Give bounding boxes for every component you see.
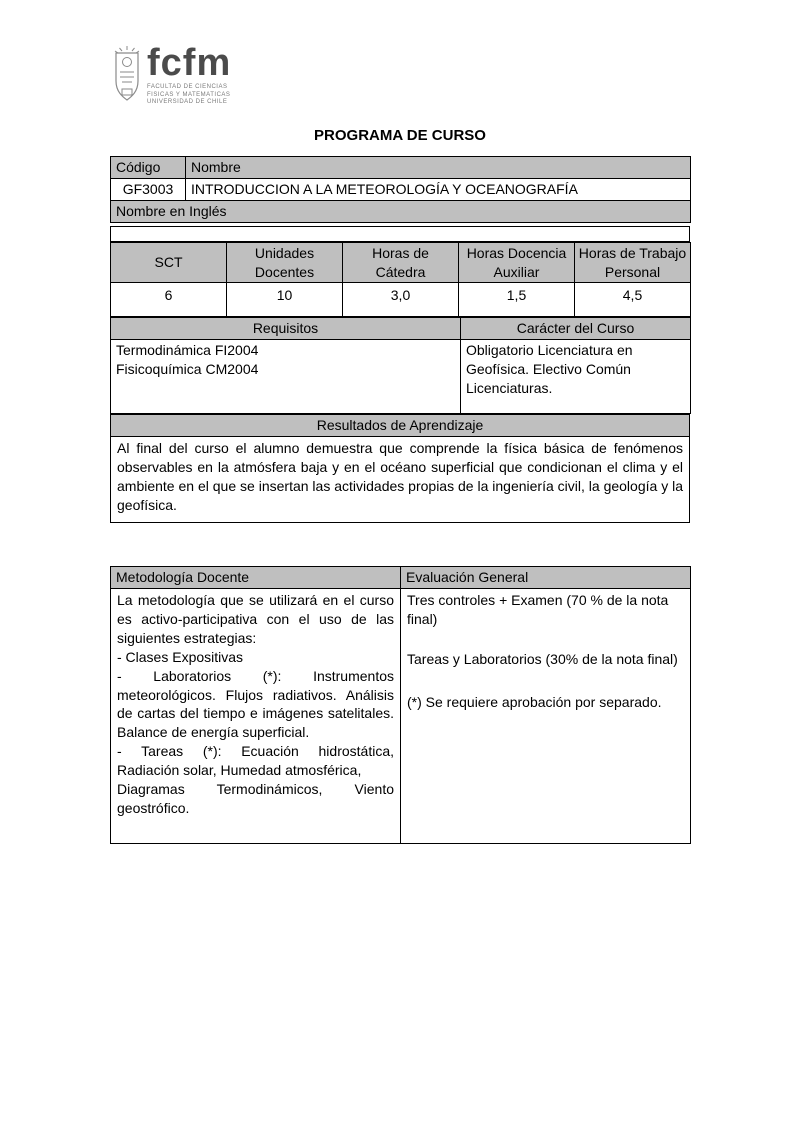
codigo-header: Código [111,157,186,179]
metodologia-line: Diagramas Termodinámicos, Viento geostrófico. [117,781,394,816]
course-info-table [110,156,691,223]
nombre-ingles-value-table [110,226,690,242]
table-row [111,340,691,414]
logo-caption-line: UNIVERSIDAD DE CHILE [147,99,228,106]
table-row [111,283,691,317]
evaluacion-text [401,589,691,844]
nombre-value: INTRODUCCION A LA METEOROLOGÍA Y OCEANOGRAFÍA [186,178,691,200]
page-title: PROGRAMA DE CURSO [314,127,486,144]
nombre-header: Nombre [186,157,691,179]
requisitos-table [110,317,691,414]
requisitos-header: Requisitos [111,318,461,340]
requisito-line: Termodinámica FI2004 [116,342,259,359]
credits-header-personal: Horas de Trabajo Personal [575,242,691,283]
credits-value-unidades: 10 [227,283,343,317]
section-gap [110,523,690,566]
logo-caption [147,84,231,107]
evaluacion-header: Evaluación General [401,567,691,589]
evaluacion-paragraph: Tareas y Laboratorios (30% de la nota final) [407,650,678,667]
metodologia-header: Metodología Docente [111,567,401,589]
table-row [111,242,691,283]
table-row [111,157,691,179]
metodologia-line: La metodología que se utilizará en el curso es activo-participativa con el uso de las siguientes estrategias: [117,592,394,646]
nombre-ingles-value [111,226,690,241]
codigo-value: GF3003 [111,178,186,200]
credits-value-sct: 6 [111,283,227,317]
resultados-header: Resultados de Aprendizaje [111,415,690,437]
resultados-text: Al final del curso el alumno demuestra que comprende la física básica de fenómenos observables en la atmósfera baja y en el océano superficial que condicionan el clima y el ambiente en el que se insertan las actividades propias de la ingeniería civil, la geología y la geofísica. [111,437,690,523]
table-row [111,567,691,589]
metodologia-line: - Clases Expositivas [117,648,244,665]
nombre-ingles-header: Nombre en Inglés [111,200,691,222]
table-row [111,318,691,340]
table-row [111,226,690,241]
metodologia-line: - Laboratorios (*): Instrumentos meteorológicos. Flujos radiativos. Análisis de cartas del tiempo e imágenes satelitales. Balance de energía superficial. [117,667,394,741]
credits-header-sct: SCT [111,242,227,283]
evaluacion-paragraph: (*) Se requiere aprobación por separado. [407,693,662,710]
caracter-header: Carácter del Curso [461,318,691,340]
table-row [111,589,691,844]
logo-text-block [147,42,232,107]
metodologia-table [110,566,691,844]
credits-value-personal: 4,5 [575,283,691,317]
table-row [111,415,690,437]
resultados-table [110,414,690,523]
caracter-value: Obligatorio Licenciatura en Geofísica. Electivo Común Licenciaturas. [461,340,691,414]
metodologia-line: - Tareas (*): Ecuación hidrostática, Radiación solar, Humedad atmosférica, [117,743,394,779]
credits-header-auxiliar: Horas Docencia Auxiliar [459,242,575,283]
fcfm-logo [112,42,232,112]
logo-brand: fcfm [147,42,232,84]
credits-value-catedra: 3,0 [343,283,459,317]
metodologia-text [111,589,401,844]
requisitos-value [111,340,461,414]
logo-caption-line: FACULTAD DE CIENCIAS [147,84,228,91]
credits-table [110,242,691,318]
evaluacion-paragraph: Tres controles + Examen (70 % de la nota final) [407,592,669,628]
requisito-line: Fisicoquímica CM2004 [116,361,259,378]
table-row [111,178,691,200]
table-row [111,437,690,523]
logo-caption-line: FISICAS Y MATEMATICAS [147,91,231,98]
credits-value-auxiliar: 1,5 [459,283,575,317]
credits-header-catedra: Horas de Cátedra [343,242,459,283]
document-content [110,156,690,844]
table-row [111,200,691,222]
credits-header-unidades: Unidades Docentes [227,242,343,283]
university-shield-icon [112,45,142,112]
